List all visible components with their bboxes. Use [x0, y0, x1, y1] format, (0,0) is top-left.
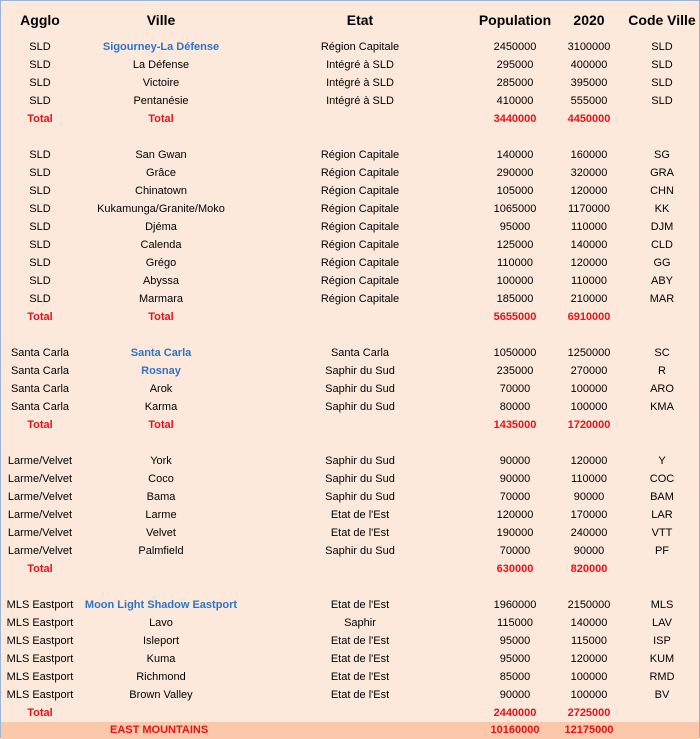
ville-cell: La Défense	[132, 59, 190, 71]
agglo-cell: Santa Carla	[10, 383, 70, 395]
agglo-cell: SLD	[29, 257, 51, 269]
header-population: Population	[478, 11, 552, 28]
table-row	[1, 452, 699, 470]
table-row	[1, 650, 699, 668]
ville-cell: Kukamunga/Granite/Moko	[97, 203, 225, 215]
ville-cell: Kuma	[146, 653, 176, 665]
etat-cell: Région Capitale	[320, 239, 400, 251]
code-cell: MAR	[649, 293, 675, 305]
population-cell: 105000	[496, 185, 534, 197]
total-label: Total	[27, 707, 53, 719]
table-row	[1, 290, 699, 308]
etat-cell: Saphir du Sud	[325, 491, 395, 503]
total-2020: 1720000	[567, 419, 611, 431]
etat-cell: Etat de l'Est	[330, 653, 390, 665]
table-row	[1, 92, 699, 110]
etat-cell: Saphir du Sud	[325, 365, 395, 377]
spacer-row	[1, 434, 699, 452]
total-population: 630000	[496, 563, 534, 575]
code-cell: BAM	[650, 491, 674, 503]
population-cell: 190000	[496, 527, 534, 539]
y2020-cell: 140000	[570, 239, 608, 251]
table-row	[1, 614, 699, 632]
code-cell: KK	[654, 203, 670, 215]
y2020-cell: 3100000	[567, 41, 611, 53]
population-cell: 95000	[499, 221, 531, 233]
population-cell: 1065000	[493, 203, 537, 215]
total-2020: 2725000	[567, 707, 611, 719]
population-cell: 70000	[499, 383, 531, 395]
y2020-cell: 1170000	[567, 203, 610, 215]
ville-cell: Bama	[146, 491, 176, 503]
total-label-ville	[79, 704, 243, 722]
agglo-cell: SLD	[29, 185, 51, 197]
agglo-cell: Larme/Velvet	[7, 491, 73, 503]
etat-cell: Saphir du Sud	[325, 383, 395, 395]
y2020-cell: 115000	[571, 635, 607, 647]
table-row	[1, 398, 699, 416]
etat-cell: Etat de l'Est	[330, 509, 390, 521]
ville-cell: Pentanésie	[133, 95, 189, 107]
etat-cell: Etat de l'Est	[330, 671, 390, 683]
total-code-empty	[625, 560, 699, 578]
population-cell: 410000	[496, 95, 534, 107]
ville-cell: Santa Carla	[130, 347, 192, 359]
total-row	[1, 704, 699, 722]
total-label: Total	[27, 563, 53, 575]
agglo-cell: SLD	[29, 59, 51, 71]
y2020-cell: 120000	[570, 653, 608, 665]
etat-cell: Saphir du Sud	[325, 545, 395, 557]
agglo-cell: SLD	[29, 95, 51, 107]
total-label: Total	[27, 311, 53, 323]
etat-cell: Intégré à SLD	[326, 59, 394, 71]
ville-cell: Isleport	[142, 635, 180, 647]
population-cell: 95000	[499, 653, 531, 665]
table-row	[1, 218, 699, 236]
table-row	[1, 56, 699, 74]
ville-cell: Coco	[148, 473, 174, 485]
population-cell: 235000	[496, 365, 534, 377]
population-cell: 85000	[499, 671, 531, 683]
y2020-cell: 270000	[570, 365, 608, 377]
agglo-cell: MLS Eastport	[6, 599, 74, 611]
ville-cell: Abyssa	[142, 275, 180, 287]
total-row	[1, 110, 699, 128]
y2020-cell: 160000	[570, 149, 608, 161]
etat-cell: Région Capitale	[320, 203, 400, 215]
code-cell: COC	[649, 473, 675, 485]
agglo-cell: MLS Eastport	[6, 617, 74, 629]
header-2020: 2020	[573, 11, 605, 28]
population-cell: 70000	[499, 545, 531, 557]
table-row	[1, 200, 699, 218]
grand-total-population: 10160000	[477, 722, 553, 739]
total-label: Total	[27, 113, 53, 125]
ville-cell: Karma	[144, 401, 178, 413]
etat-cell: Saphir	[344, 617, 376, 629]
grand-total-empty	[625, 722, 699, 739]
y2020-cell: 120000	[570, 257, 608, 269]
agglo-cell: Larme/Velvet	[7, 509, 73, 521]
total-row	[1, 308, 699, 326]
population-cell: 90000	[499, 455, 531, 467]
etat-cell: Intégré à SLD	[326, 95, 394, 107]
total-etat-empty	[243, 560, 477, 578]
total-2020: 6910000	[567, 311, 611, 323]
y2020-cell: 100000	[570, 401, 608, 413]
agglo-cell: SLD	[29, 275, 51, 287]
y2020-cell: 555000	[570, 95, 608, 107]
agglo-cell: SLD	[29, 41, 51, 53]
table-row	[1, 470, 699, 488]
code-cell: SLD	[651, 77, 673, 89]
etat-cell: Région Capitale	[320, 275, 400, 287]
population-cell: 1960000	[493, 599, 537, 611]
spacer-row	[1, 128, 699, 146]
total-etat-empty	[243, 416, 477, 434]
population-cell: 1050000	[493, 347, 537, 359]
table-row	[1, 254, 699, 272]
table-row	[1, 524, 699, 542]
agglo-cell: Santa Carla	[10, 347, 70, 359]
total-population: 1435000	[493, 419, 537, 431]
etat-cell: Santa Carla	[330, 347, 390, 359]
ville-cell: Chinatown	[135, 185, 187, 197]
table-row	[1, 488, 699, 506]
code-cell: VTT	[651, 527, 673, 539]
ville-cell: Palmfield	[138, 545, 184, 557]
etat-cell: Intégré à SLD	[326, 77, 394, 89]
etat-cell: Etat de l'Est	[330, 635, 390, 647]
total-code-empty	[625, 308, 699, 326]
spacer-row	[1, 578, 699, 596]
population-cell: 90000	[499, 689, 531, 701]
table-row	[1, 632, 699, 650]
population-cell: 290000	[496, 167, 534, 179]
ville-cell: Brown Valley	[129, 689, 193, 701]
agglo-cell: SLD	[29, 221, 51, 233]
agglo-cell: MLS Eastport	[6, 635, 74, 647]
ville-cell: Rosnay	[141, 365, 181, 377]
agglo-cell: Santa Carla	[10, 401, 70, 413]
ville-cell: Velvet	[146, 527, 176, 539]
population-cell: 90000	[499, 473, 531, 485]
table-row	[1, 146, 699, 164]
total-row	[1, 560, 699, 578]
ville-cell: Marmara	[138, 293, 183, 305]
ville-cell: Calenda	[140, 239, 182, 251]
total-code-empty	[625, 416, 699, 434]
population-table	[1, 1, 699, 739]
population-cell: 110000	[497, 257, 533, 269]
agglo-cell: Larme/Velvet	[7, 527, 73, 539]
etat-cell: Région Capitale	[320, 257, 400, 269]
header-agglo: Agglo	[20, 11, 60, 28]
agglo-cell: Larme/Velvet	[7, 455, 73, 467]
etat-cell: Région Capitale	[320, 185, 400, 197]
code-cell: SLD	[651, 41, 673, 53]
code-cell: DJM	[650, 221, 674, 233]
etat-cell: Saphir du Sud	[325, 473, 395, 485]
etat-cell: Région Capitale	[320, 41, 400, 53]
table-row	[1, 380, 699, 398]
total-population: 5655000	[493, 311, 537, 323]
code-cell: R	[658, 365, 666, 377]
etat-cell: Région Capitale	[320, 167, 400, 179]
agglo-cell: SLD	[29, 203, 51, 215]
header-ville: Ville	[146, 11, 176, 28]
etat-cell: Région Capitale	[320, 221, 400, 233]
total-etat-empty	[243, 308, 477, 326]
etat-cell: Etat de l'Est	[330, 689, 390, 701]
agglo-cell: SLD	[29, 293, 51, 305]
y2020-cell: 90000	[573, 491, 605, 503]
y2020-cell: 100000	[570, 689, 608, 701]
table-row	[1, 668, 699, 686]
spacer-cell	[1, 128, 699, 146]
code-cell: BV	[654, 689, 670, 701]
table-row	[1, 182, 699, 200]
ville-cell: Grégo	[145, 257, 177, 269]
population-cell: 80000	[499, 401, 531, 413]
y2020-cell: 140000	[570, 617, 608, 629]
spacer-row	[1, 326, 699, 344]
agglo-cell: Larme/Velvet	[7, 473, 73, 485]
table-row	[1, 344, 699, 362]
etat-cell: Etat de l'Est	[330, 527, 390, 539]
y2020-cell: 90000	[573, 545, 605, 557]
y2020-cell: 210000	[570, 293, 608, 305]
population-cell: 70000	[499, 491, 531, 503]
agglo-cell: SLD	[29, 149, 51, 161]
table-row	[1, 362, 699, 380]
y2020-cell: 2150000	[567, 599, 611, 611]
ville-cell: Moon Light Shadow Eastport	[84, 599, 238, 611]
agglo-cell: MLS Eastport	[6, 689, 74, 701]
spacer-cell	[1, 434, 699, 452]
y2020-cell: 400000	[570, 59, 608, 71]
code-cell: SLD	[651, 95, 673, 107]
population-cell: 2450000	[493, 41, 537, 53]
etat-cell: Saphir du Sud	[325, 455, 395, 467]
header-row	[1, 1, 699, 38]
total-row	[1, 416, 699, 434]
grand-total-2020: 12175000	[553, 722, 625, 739]
total-code-empty	[625, 110, 699, 128]
ville-cell: Richmond	[136, 671, 186, 683]
population-cell: 185000	[496, 293, 534, 305]
grand-total-row	[1, 722, 699, 739]
table-row	[1, 236, 699, 254]
grand-total-label: EAST MOUNTAINS	[1, 722, 477, 739]
total-etat-empty	[243, 110, 477, 128]
agglo-cell: SLD	[29, 239, 51, 251]
header-code-ville: Code Ville	[628, 11, 696, 28]
code-cell: CLD	[650, 239, 673, 251]
table-row	[1, 596, 699, 614]
total-etat-empty	[243, 704, 477, 722]
y2020-cell: 110000	[571, 275, 607, 287]
total-label: Total	[27, 419, 53, 431]
total-population: 3440000	[493, 113, 537, 125]
population-cell: 115000	[497, 617, 533, 629]
total-label-ville: Total	[148, 311, 174, 323]
y2020-cell: 1250000	[567, 347, 611, 359]
code-cell: KMA	[650, 401, 674, 413]
population-cell: 140000	[496, 149, 534, 161]
spacer-cell	[1, 326, 699, 344]
total-code-empty	[625, 704, 699, 722]
ville-cell: Larme	[145, 509, 177, 521]
table-row	[1, 686, 699, 704]
etat-cell: Saphir du Sud	[325, 401, 395, 413]
table-row	[1, 542, 699, 560]
table-row	[1, 74, 699, 92]
total-label-ville: Total	[148, 113, 174, 125]
y2020-cell: 240000	[570, 527, 608, 539]
table-row	[1, 38, 699, 56]
y2020-cell: 110000	[571, 221, 607, 233]
population-cell: 295000	[496, 59, 534, 71]
y2020-cell: 100000	[570, 671, 608, 683]
ville-cell: York	[150, 455, 172, 467]
header-etat: Etat	[346, 11, 374, 28]
total-label-ville	[79, 560, 243, 578]
code-cell: SC	[654, 347, 670, 359]
population-cell: 95000	[499, 635, 531, 647]
population-cell: 100000	[496, 275, 534, 287]
code-cell: SG	[654, 149, 670, 161]
ville-cell: Sigourney-La Défense	[102, 41, 220, 53]
total-2020: 4450000	[567, 113, 611, 125]
code-cell: ISP	[653, 635, 671, 647]
code-cell: PF	[654, 545, 670, 557]
ville-cell: Victoire	[142, 77, 180, 89]
y2020-cell: 120000	[570, 455, 608, 467]
etat-cell: Etat de l'Est	[330, 599, 390, 611]
table-body	[1, 38, 699, 739]
table-row	[1, 272, 699, 290]
etat-cell: Région Capitale	[320, 293, 400, 305]
agglo-cell: Santa Carla	[10, 365, 70, 377]
ville-cell: Lavo	[149, 617, 173, 629]
y2020-cell: 110000	[571, 473, 607, 485]
spacer-cell	[1, 578, 699, 596]
code-cell: CHN	[650, 185, 674, 197]
code-cell: MLS	[650, 599, 674, 611]
y2020-cell: 120000	[570, 185, 608, 197]
code-cell: Y	[658, 455, 666, 467]
agglo-cell: SLD	[29, 77, 51, 89]
code-cell: GRA	[650, 167, 674, 179]
y2020-cell: 395000	[570, 77, 608, 89]
code-cell: GG	[653, 257, 671, 269]
total-label-ville: Total	[148, 419, 174, 431]
code-cell: LAR	[651, 509, 673, 521]
agglo-cell: SLD	[29, 167, 51, 179]
ville-cell: Djéma	[145, 221, 177, 233]
code-cell: SLD	[651, 59, 673, 71]
y2020-cell: 170000	[570, 509, 608, 521]
code-cell: ARO	[650, 383, 674, 395]
code-cell: KUM	[649, 653, 675, 665]
population-cell: 120000	[496, 509, 534, 521]
table-row	[1, 506, 699, 524]
population-cell: 285000	[496, 77, 534, 89]
agglo-cell: Larme/Velvet	[7, 545, 73, 557]
ville-cell: Grâce	[146, 167, 176, 179]
agglo-cell: MLS Eastport	[6, 671, 74, 683]
code-cell: ABY	[650, 275, 673, 287]
total-population: 2440000	[493, 707, 537, 719]
agglo-cell: MLS Eastport	[6, 653, 74, 665]
total-2020: 820000	[570, 563, 608, 575]
table-row	[1, 164, 699, 182]
ville-cell: San Gwan	[135, 149, 187, 161]
etat-cell: Région Capitale	[320, 149, 400, 161]
ville-cell: Arok	[149, 383, 173, 395]
y2020-cell: 320000	[570, 167, 608, 179]
code-cell: LAV	[652, 617, 672, 629]
code-cell: RMD	[649, 671, 675, 683]
population-cell: 125000	[496, 239, 534, 251]
y2020-cell: 100000	[570, 383, 608, 395]
